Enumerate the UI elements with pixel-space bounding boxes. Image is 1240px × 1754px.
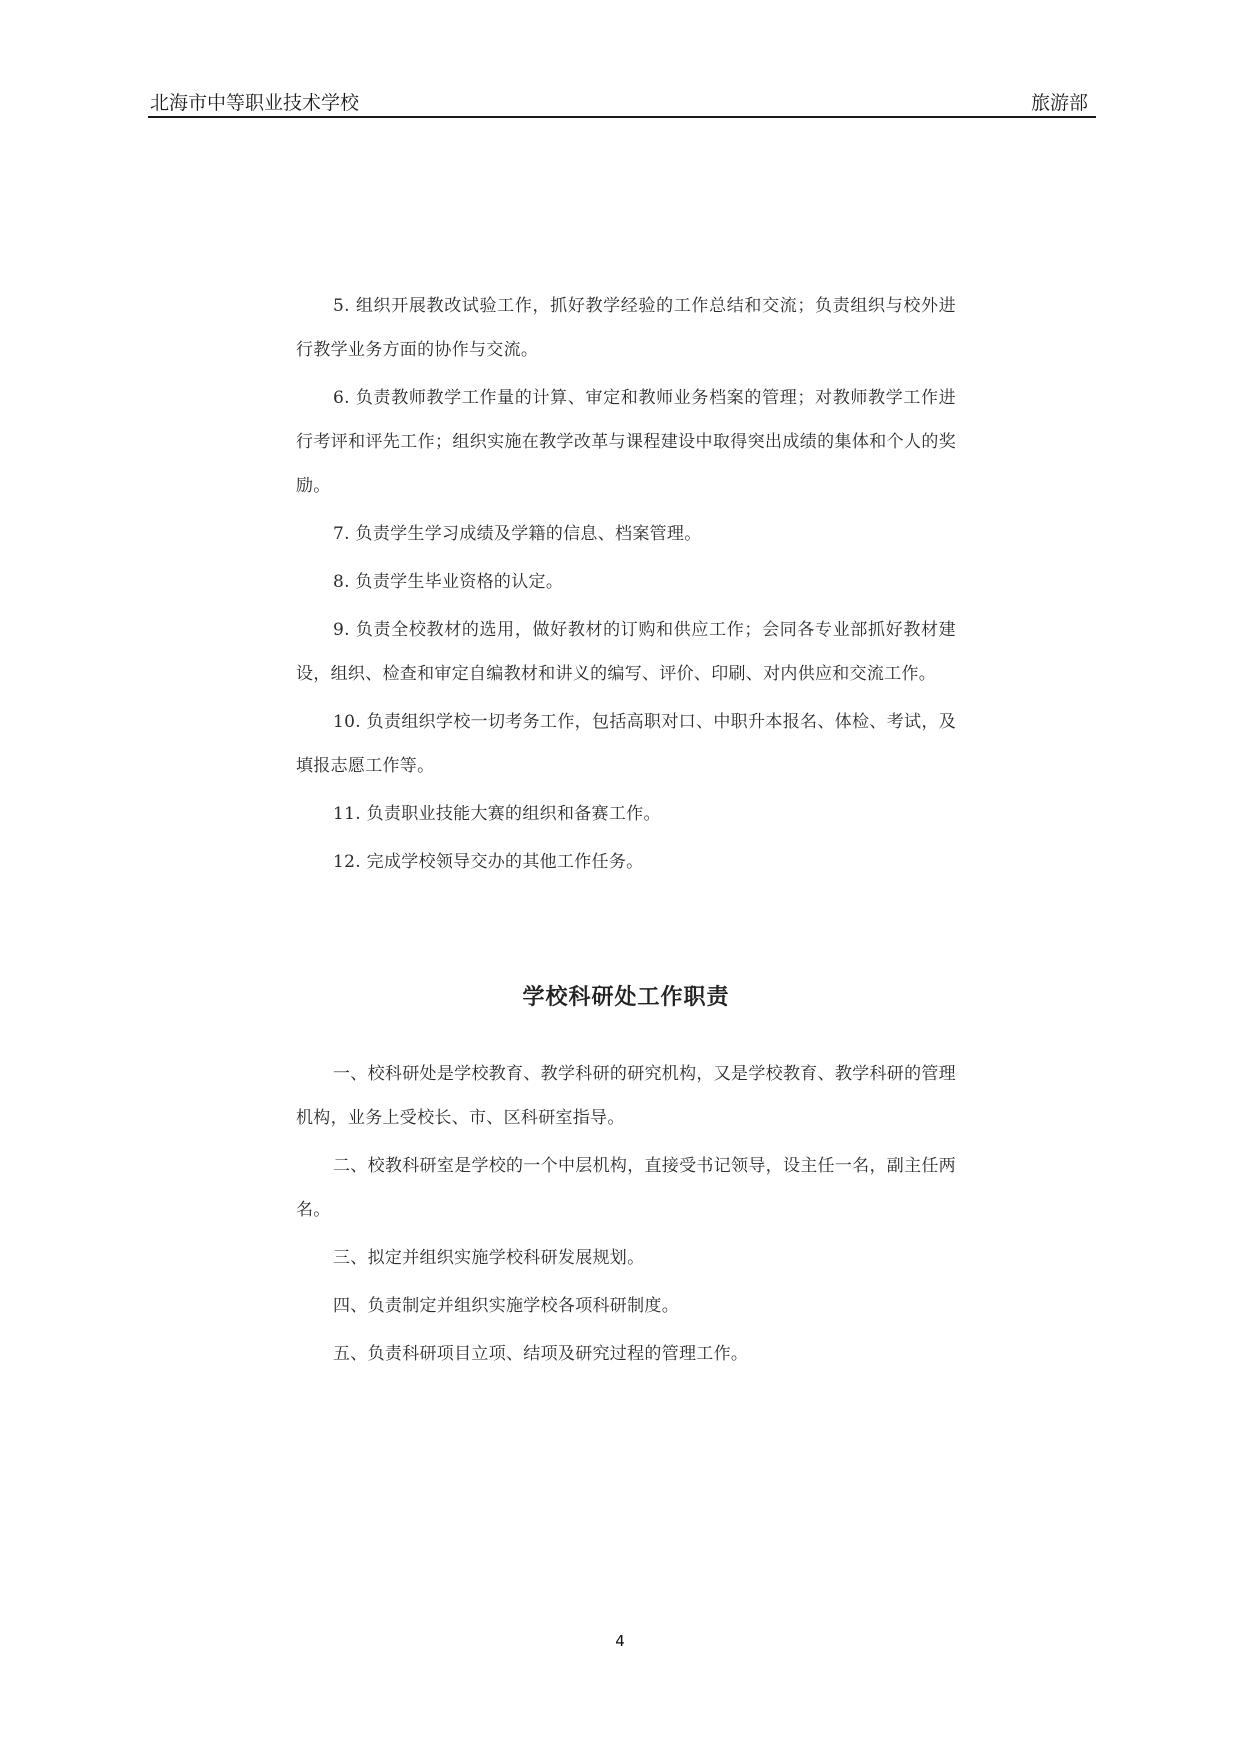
paragraph-item-11: 11. 负责职业技能大赛的组织和备赛工作。 [333,804,661,824]
paragraph-duty-3: 三、拟定并组织实施学校科研发展规划。 [333,1248,645,1268]
section1-body [296,284,956,888]
header-department: 旅游部 [1030,92,1088,114]
page-number: 4 [615,1632,625,1650]
paragraph-duty-4: 四、负责制定并组织实施学校各项科研制度。 [333,1296,679,1316]
paragraph-duty-2: 二、校教科研室是学校的一个中层机构，直接受书记领导，设主任一名，副主任两名。 [296,1156,956,1220]
paragraph-item-7: 7. 负责学生学习成绩及学籍的信息、档案管理。 [333,524,702,544]
paragraph-duty-1: 一、校科研处是学校教育、教学科研的研究机构，又是学校教育、教学科研的管理机构，业务上受校长、市、区科研室指导。 [296,1064,956,1128]
paragraph-item-6: 6. 负责教师教学工作量的计算、审定和教师业务档案的管理；对教师教学工作进行考评和评先工作；组织实施在教学改革与课程建设中取得突出成绩的集体和个人的奖励。 [296,388,956,496]
section-title: 学校科研处工作职责 [522,985,730,1010]
paragraph-duty-5: 五、负责科研项目立项、结项及研究过程的管理工作。 [333,1344,749,1364]
paragraph-item-12: 12. 完成学校领导交办的其他工作任务。 [333,852,644,872]
paragraph-item-5: 5. 组织开展教改试验工作，抓好教学经验的工作总结和交流；负责组织与校外进行教学业务方面的协作与交流。 [296,296,956,360]
paragraph-item-8: 8. 负责学生毕业资格的认定。 [333,572,564,592]
paragraph-item-10: 10. 负责组织学校一切考务工作，包括高职对口、中职升本报名、体检、考试，及填报志愿工作等。 [296,712,956,776]
paragraph-item-9: 9. 负责全校教材的选用，做好教材的订购和供应工作；会同各专业部抓好教材建设，组织、检查和审定自编教材和讲义的编写、评价、印刷、对内供应和交流工作。 [296,620,956,684]
page-header [148,88,1096,118]
header-school-name: 北海市中等职业技术学校 [150,92,360,114]
section2-body [296,1052,956,1380]
